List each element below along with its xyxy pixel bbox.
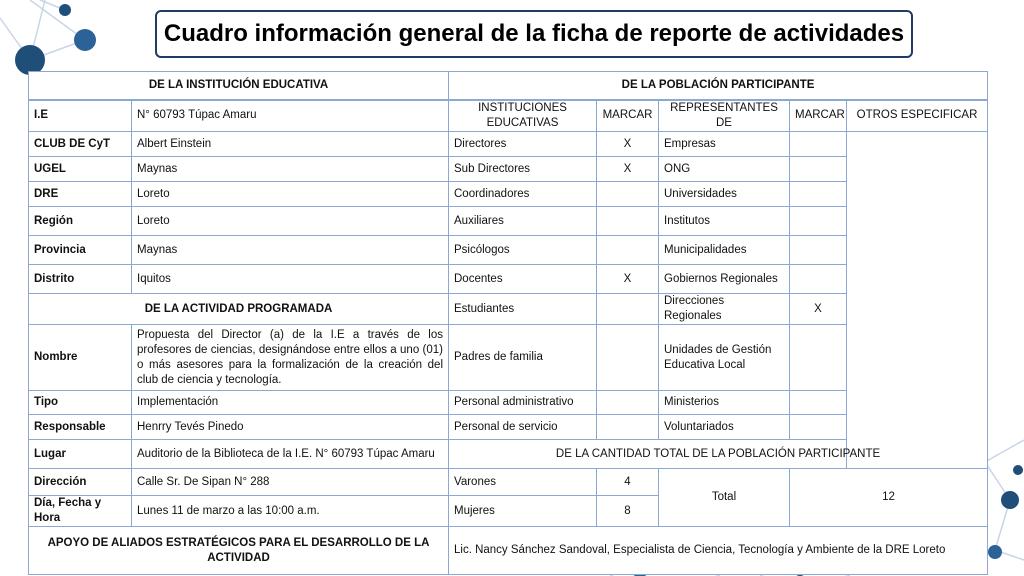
row-label: Tipo	[29, 391, 132, 415]
mark-cell	[597, 207, 659, 236]
row-value: Albert Einstein	[132, 132, 449, 157]
row-value: Auditorio de la Biblioteca de la I.E. N° 60793 Túpac Amaru	[132, 440, 449, 469]
rep-cell: Empresas	[659, 132, 790, 157]
header-otros: OTROS ESPECIFICAR	[847, 100, 988, 132]
row-value: Iquitos	[132, 265, 449, 294]
mark-cell: X	[597, 132, 659, 157]
mark-cell	[597, 182, 659, 207]
inst-cell: Docentes	[449, 265, 597, 294]
table-row	[29, 527, 988, 575]
inst-cell: Sub Directores	[449, 157, 597, 182]
row-label: Dirección	[29, 469, 132, 496]
mark-cell	[790, 182, 847, 207]
table-row	[29, 236, 988, 265]
mark-cell: X	[790, 294, 847, 325]
table-row	[29, 265, 988, 294]
row-label: UGEL	[29, 157, 132, 182]
mujeres-label: Mujeres	[449, 496, 597, 527]
row-label: Nombre	[29, 325, 132, 391]
inst-cell: Padres de familia	[449, 325, 597, 391]
rep-cell: Institutos	[659, 207, 790, 236]
header-marcar-2: MARCAR	[790, 100, 847, 132]
header-marcar-1: MARCAR	[597, 100, 659, 132]
row-value: Henrry Tevés Pinedo	[132, 415, 449, 440]
inst-cell: Psicólogos	[449, 236, 597, 265]
row-label: Lugar	[29, 440, 132, 469]
table-row	[29, 100, 988, 132]
rep-cell: Unidades de Gestión Educativa Local	[659, 325, 790, 391]
section-header-row	[29, 72, 988, 100]
row-value: Loreto	[132, 207, 449, 236]
row-value: Maynas	[132, 157, 449, 182]
header-representantes: REPRESENTANTES DE	[659, 100, 790, 132]
row-value: Implementación	[132, 391, 449, 415]
mark-cell	[597, 391, 659, 415]
report-table	[28, 71, 988, 575]
page-title: Cuadro información general de la ficha de reporte de actividades	[163, 20, 905, 47]
table-row	[29, 325, 988, 391]
mark-cell: X	[597, 265, 659, 294]
table-row	[29, 132, 988, 157]
table-row	[29, 182, 988, 207]
section-cantidad: DE LA CANTIDAD TOTAL DE LA POBLACIÓN PARTICIPANTE	[449, 440, 988, 469]
inst-cell: Personal administrativo	[449, 391, 597, 415]
mark-cell: X	[597, 157, 659, 182]
row-label: Distrito	[29, 265, 132, 294]
row-value: Calle Sr. De Sipan N° 288	[132, 469, 449, 496]
mark-cell	[790, 236, 847, 265]
rep-cell: Direcciones Regionales	[659, 294, 790, 325]
table-row	[29, 207, 988, 236]
row-value: Loreto	[132, 182, 449, 207]
mark-cell	[790, 391, 847, 415]
mark-cell	[597, 236, 659, 265]
row-value: Maynas	[132, 236, 449, 265]
row-label: Día, Fecha y Hora	[29, 496, 132, 527]
row-value: Propuesta del Director (a) de la I.E a través de los profesores de ciencias, designándose entre ellos a uno (01) o más asesores para la formalización de la creación del club de ciencia y tecnología.	[132, 325, 449, 391]
mark-cell	[790, 265, 847, 294]
row-label: DRE	[29, 182, 132, 207]
row-value: N° 60793 Túpac Amaru	[132, 100, 449, 132]
table-row	[29, 294, 988, 325]
table-row	[29, 157, 988, 182]
mark-cell	[790, 157, 847, 182]
total-label: Total	[659, 469, 790, 527]
varones-value: 4	[597, 469, 659, 496]
inst-cell: Estudiantes	[449, 294, 597, 325]
table-row	[29, 469, 988, 496]
row-label: Provincia	[29, 236, 132, 265]
row-label: I.E	[29, 100, 132, 132]
rep-cell: ONG	[659, 157, 790, 182]
section-actividad: DE LA ACTIVIDAD PROGRAMADA	[29, 294, 449, 325]
mark-cell	[790, 132, 847, 157]
inst-cell: Auxiliares	[449, 207, 597, 236]
mark-cell	[597, 325, 659, 391]
table-row	[29, 391, 988, 415]
apoyo-value: Lic. Nancy Sánchez Sandoval, Especialista de Ciencia, Tecnología y Ambiente de la DRE Loreto	[449, 527, 988, 575]
varones-label: Varones	[449, 469, 597, 496]
section-apoyo: APOYO DE ALIADOS ESTRATÉGICOS PARA EL DESARROLLO DE LA ACTIVIDAD	[29, 527, 449, 575]
mark-cell	[597, 415, 659, 440]
section-institucion: DE LA INSTITUCIÓN EDUCATIVA	[29, 72, 449, 100]
rep-cell: Universidades	[659, 182, 790, 207]
rep-cell: Gobiernos Regionales	[659, 265, 790, 294]
table-row	[29, 415, 988, 440]
otros-especificar-cell	[847, 132, 988, 469]
inst-cell: Personal de servicio	[449, 415, 597, 440]
inst-cell: Coordinadores	[449, 182, 597, 207]
mark-cell	[790, 207, 847, 236]
inst-cell: Directores	[449, 132, 597, 157]
mark-cell	[790, 415, 847, 440]
rep-cell: Voluntariados	[659, 415, 790, 440]
row-label: Región	[29, 207, 132, 236]
title-box	[155, 10, 913, 58]
rep-cell: Ministerios	[659, 391, 790, 415]
rep-cell: Municipalidades	[659, 236, 790, 265]
total-value: 12	[790, 469, 988, 527]
row-label: Responsable	[29, 415, 132, 440]
row-label: CLUB DE CyT	[29, 132, 132, 157]
row-value: Lunes 11 de marzo a las 10:00 a.m.	[132, 496, 449, 527]
mark-cell	[790, 325, 847, 391]
mark-cell	[597, 294, 659, 325]
header-instituciones: INSTITUCIONES EDUCATIVAS	[449, 100, 597, 132]
table-row	[29, 440, 988, 469]
mujeres-value: 8	[597, 496, 659, 527]
section-poblacion: DE LA POBLACIÓN PARTICIPANTE	[449, 72, 988, 100]
